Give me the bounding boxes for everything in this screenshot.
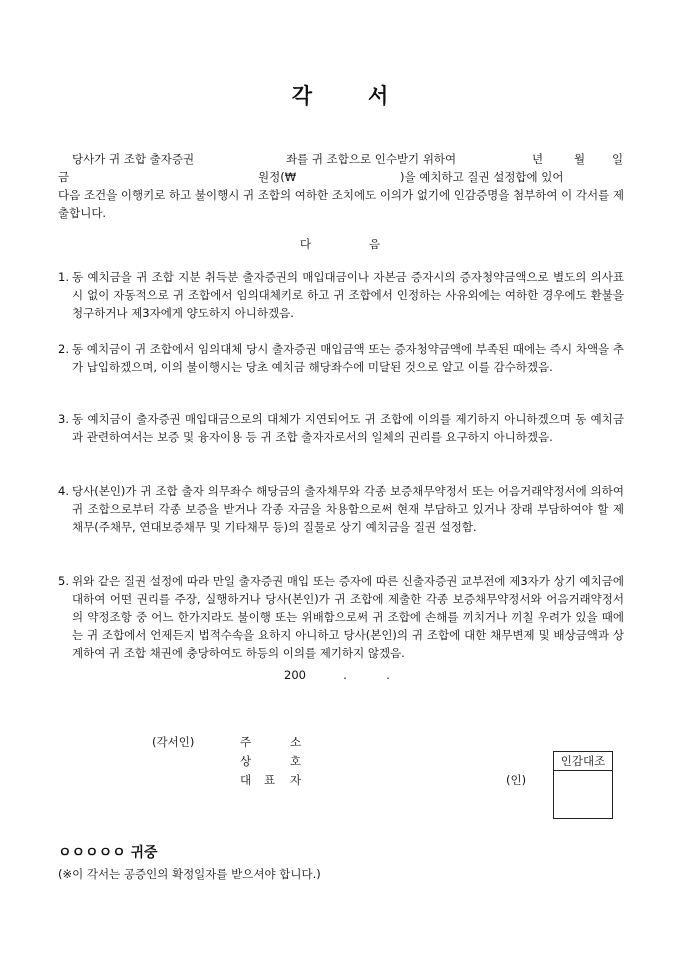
document-title [0, 80, 680, 110]
title-char-1: 각 [291, 83, 312, 108]
address-label-2: 소 [290, 735, 302, 749]
intro-rest: 다음 조건을 이행키로 하고 불이행시 귀 조합의 여하한 조치에도 이의가 없기에 인감증명을 첨부하여 이 각서를 제출합니다. [58, 188, 624, 220]
footnote: (※이 각서는 공증인의 확정일자를 받으셔야 합니다.) [58, 867, 321, 881]
signer-label: (각서인) [152, 735, 195, 749]
intro-day: 일 [612, 152, 624, 166]
dagum-1: 다 [299, 237, 311, 251]
seal-comparison-box [553, 751, 613, 819]
seal-mark: (인) [506, 773, 527, 787]
intro-line1-a: 당사가 귀 조합 출자증권 [72, 152, 195, 166]
condition-item: 5. 위와 같은 질권 설정에 따라 만일 출자증권 매입 또는 증자에 따른 신출자증권 교부전에 제3자가 상기 예치금에 대하여 어떤 권리를 주장, 실행하거나 당사(본인)가 귀 조합에 제출한 각종 보증채무약정서와 어음거래약정서의 약정조항 중 어느 한가지라도 불이행 또는 위배함으로써 귀 조합에 손해를 끼치거나 끼칠 우려가 있을 때에는 귀 조합에서 언제든지 법적수속을 요하지 아니하고 당사(본인)의 귀 조합에 대한 채무변제 및 배상금액과 상계하여 귀 조합 채권에 충당하여도 하등의 이의를 제기하지 않겠음. [58, 574, 624, 660]
intro-month: 월 [574, 152, 586, 166]
intro-line2-b: 원정(₩ [258, 170, 297, 184]
condition-item: 3. 동 예치금이 출자증권 매입대금으로의 대체가 지연되어도 귀 조합에 이의를 제기하지 아니하겠으며 동 예치금과 관련하여서는 보증 및 융자이용 등 귀 조합 출자자로서의 일체의 권리를 요구하지 아니하겠음. [58, 412, 624, 444]
condition-item: 2. 동 예치금이 귀 조합에서 임의대체 당시 출자증권 매입금액 또는 증자청약금액에 부족된 때에는 즉시 차액을 추가 납입하겠으며, 이의 불이행시는 당초 예치금 해당좌수에 미달된 것으로 알고 이를 감수하겠음. [58, 342, 624, 374]
intro-line2-c: )을 예치하고 질권 설정합에 있어 [400, 170, 564, 184]
title-char-2: 서 [368, 83, 389, 108]
condition-item: 4. 당사(본인)가 귀 조합 출자 의무좌수 해당금의 출자채무와 각종 보증채무약정서 또는 어음거래약정서에 의하여 귀 조합으로부터 각종 보증을 받거나 각종 자금을 차용함으로써 현재 부담하고 있거나 장래 부담하여야 할 제 채무(주채무, 연대보증채무 및 기타채무 등)의 질물로 상기 예치금을 질권 설정함. [58, 484, 624, 534]
intro-line1-b: 좌를 귀 조합으로 인수받기 위하여 [286, 152, 457, 166]
intro-line2-a: 금 [58, 170, 70, 184]
date-line [284, 668, 390, 682]
representative-label-1: 대 [240, 773, 252, 787]
representative-label-3: 자 [290, 773, 302, 787]
company-label-1: 상 [240, 754, 252, 768]
date-dot-2: . [386, 668, 390, 682]
section-heading [0, 236, 680, 252]
date-year: 200 [284, 668, 306, 682]
recipient: ㅇㅇㅇㅇㅇ 귀중 [58, 845, 158, 861]
company-label-2: 호 [290, 754, 302, 768]
condition-item: 1. 동 예치금을 귀 조합 지분 취득분 출자증권의 매입대금이나 자본금 증자시의 증자청약금액으로 별도의 의사표시 없이 자동적으로 귀 조합에서 임의대체키로 하고 귀 조합에서 인정하는 사유외에는 여하한 경우에도 환불을 청구하거나 제3자에게 양도하지 아니하겠음. [58, 270, 624, 320]
date-dot-1: . [343, 668, 347, 682]
representative-label-2: 표 [264, 773, 276, 787]
seal-comparison-label: 인감대조 [554, 752, 612, 771]
intro-year: 년 [532, 152, 544, 166]
address-label-1: 주 [240, 735, 252, 749]
dagum-2: 음 [369, 237, 381, 251]
intro-paragraph [58, 150, 624, 222]
